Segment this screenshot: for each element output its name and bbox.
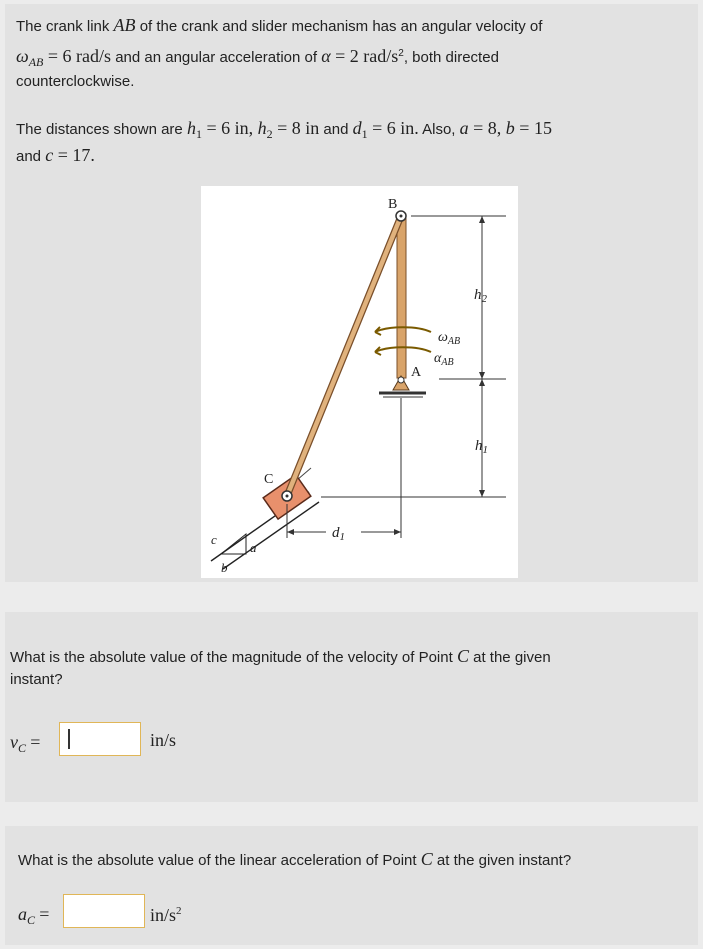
crank-ab [397,214,406,378]
slope-label-b: b [221,560,228,575]
acceleration-unit-label: $in/s^2$ [150,905,182,925]
label-d1: $d_1$ [332,525,345,543]
connecting-rod-bc [287,216,401,496]
slope-label-a: a [250,540,257,555]
label-h2: $h_2$ [474,287,487,305]
label-alpha-ab: $\alpha_{AB}$ [434,351,454,368]
problem-line-5: and c = 17. [16,145,95,165]
acceleration-answer-input[interactable] [63,894,145,928]
velocity-variable-label: $v_C$ = [10,732,41,755]
label-a: A [411,365,422,380]
rail-lower-line [223,502,319,569]
label-b: B [388,197,398,212]
pin-a [398,377,404,383]
question-velocity-text: What is the absolute value of the magnitude of the velocity of Point C at the given instant? [10,646,551,688]
label-c: C [264,472,274,487]
label-h1: $h_1$ [475,438,488,456]
question-velocity-panel [5,612,698,802]
slope-triangle [221,534,246,554]
pin-c-center [286,495,289,498]
velocity-unit-label: in/s [150,730,177,750]
problem-line-3: counterclockwise. [16,73,135,90]
question-acceleration-text: What is the absolute value of the linear acceleration of Point C at the given instant? [18,849,572,869]
pin-b-center [400,215,403,218]
text-caret [68,729,70,749]
slope-label-c: c [211,532,217,547]
velocity-answer-input[interactable] [59,722,141,756]
problem-line-4: The distances shown are $h_1 = 6$ in, $h_2 = 8$ in and $d_1 = 6$ in. Also, a = 8, b = 15 [16,118,552,141]
problem-line-1: The crank link AB of the crank and slider mechanism has an angular velocity of [16,15,543,35]
mechanism-figure [201,186,518,578]
label-omega-ab: $\omega_{AB}$ [438,330,461,347]
problem-line-2: $\omega_{AB} = 6$ rad/s and an angular acceleration of α = 2 rad/$s^2$, both directed [16,46,499,69]
mechanism-diagram [201,186,518,578]
acceleration-variable-label: $a_C$ = [18,904,50,927]
